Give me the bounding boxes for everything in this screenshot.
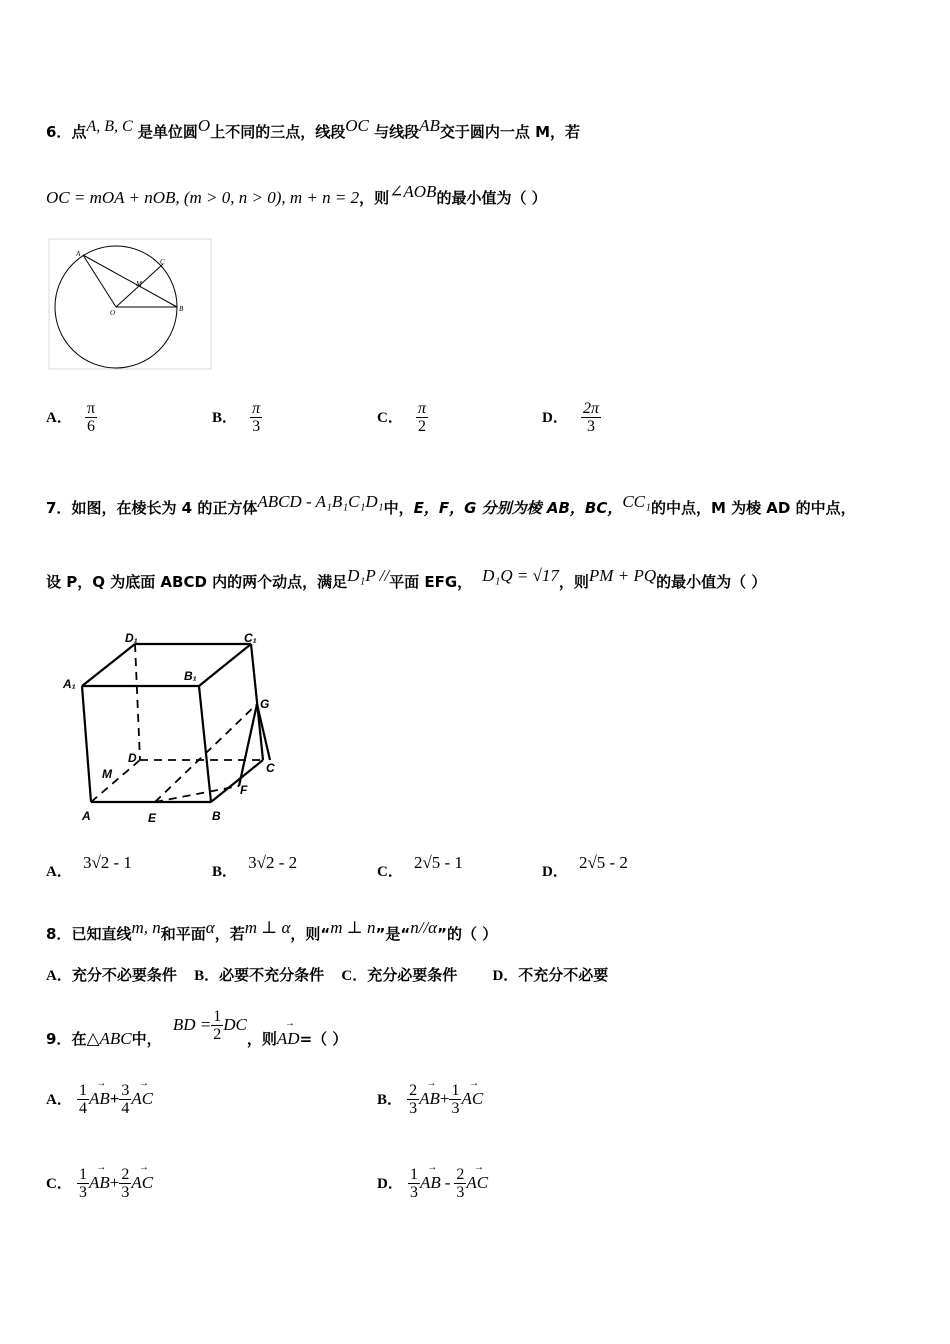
- q8-text: ”是“: [375, 925, 411, 943]
- vector: → AB: [420, 1173, 441, 1193]
- option-expression: 2√5 - 2: [578, 853, 628, 872]
- fraction-numerator: π: [252, 400, 261, 417]
- q7-label-B1: B₁: [184, 669, 197, 683]
- q7-label-F: F: [240, 783, 248, 797]
- q7-label-A: A: [82, 809, 91, 823]
- q8-option-a[interactable]: [46, 966, 177, 984]
- q8-text: ，若: [214, 925, 245, 943]
- q9-lhs: BD =: [172, 1015, 212, 1034]
- q7-text: 的最小值为（ ）: [656, 573, 767, 591]
- vector: → AB: [89, 1089, 110, 1109]
- q9-option-c[interactable]: [46, 1166, 153, 1201]
- q6-point-A: A: [76, 250, 81, 258]
- operator: +: [109, 1173, 120, 1192]
- q7-text: ，则: [558, 573, 589, 591]
- q7-text: 设 P，Q 为底面 ABCD 内的两个动点，满足: [46, 573, 348, 591]
- option-label: C．: [377, 864, 403, 880]
- option-label: B．: [377, 1092, 403, 1108]
- q6-math: OC: [345, 116, 369, 135]
- q6-text: ，则: [359, 189, 390, 207]
- q6-math: ∠AOB: [389, 182, 437, 201]
- q8-option-d[interactable]: [492, 966, 608, 984]
- q6-text: 上不同的三点，线段: [210, 123, 346, 141]
- fraction-numerator: π: [417, 400, 426, 417]
- option-fraction: [85, 400, 97, 435]
- q7-label-A1: A₁: [63, 677, 76, 691]
- fraction-numerator: 1: [78, 1166, 87, 1183]
- q6-option-d[interactable]: [542, 400, 601, 435]
- q7-math: PM + PQ: [588, 566, 657, 585]
- option-label: C．: [46, 1176, 72, 1192]
- q6-option-b[interactable]: [212, 400, 262, 435]
- q8-math: m ⊥ n: [330, 918, 376, 937]
- option-label: D．: [492, 968, 519, 984]
- fraction-denominator: 3: [409, 1100, 418, 1117]
- option-label: B．: [212, 410, 238, 426]
- option-label: B．: [194, 968, 220, 984]
- q7-option-d[interactable]: [542, 852, 628, 880]
- q6-text: 的最小值为（ ）: [436, 189, 547, 207]
- q9-option-a[interactable]: [46, 1082, 153, 1117]
- fraction-denominator: 3: [121, 1184, 130, 1201]
- q7-label-B: B: [212, 809, 221, 823]
- q6-text: 与线段: [374, 123, 420, 141]
- vector: → AC: [131, 1173, 153, 1193]
- q6-text: 交于圆内一点 M，若: [439, 123, 581, 141]
- q9-option-b[interactable]: [377, 1082, 483, 1117]
- q6-point-C: C: [160, 258, 165, 266]
- fraction-denominator: 3: [252, 418, 261, 435]
- fraction-denominator: 3: [78, 1184, 87, 1201]
- q6-text: 点: [71, 123, 87, 141]
- q6-point-B: B: [179, 305, 184, 313]
- q7-label-D1: D₁: [125, 631, 138, 645]
- fraction-numerator: 1: [213, 1008, 222, 1025]
- vector: → AC: [131, 1089, 153, 1109]
- q7-label-E: E: [148, 811, 157, 825]
- q7-label-C: C: [266, 761, 275, 775]
- vector: → AB: [419, 1089, 440, 1109]
- fraction-numerator: 2: [456, 1166, 465, 1183]
- q7-text: 平面 EFG，: [389, 573, 473, 591]
- vector: → AC: [461, 1089, 483, 1109]
- q9-half: [211, 1008, 223, 1043]
- q7-text: 的中点，M 为棱 AD 的中点，: [650, 499, 856, 517]
- q9-text: 中，: [131, 1030, 162, 1048]
- q6-point-M: M: [136, 280, 142, 288]
- q9-rhs: DC: [223, 1015, 247, 1034]
- operator: -: [444, 1173, 451, 1192]
- option-text: 充分不必要条件: [71, 966, 177, 984]
- option-expression: 3√2 - 1: [82, 853, 132, 872]
- q9-math: △ABC: [86, 1029, 132, 1048]
- fraction-numerator: 2: [121, 1166, 130, 1183]
- q6-math: O: [197, 116, 211, 135]
- q8-math: m, n: [131, 918, 161, 937]
- q7-cube-figure: [58, 626, 288, 828]
- option-text: 充分必要条件: [367, 966, 458, 984]
- fraction-numerator: 1: [451, 1082, 460, 1099]
- q8-line1: [46, 918, 497, 944]
- q7-line2: [46, 566, 766, 592]
- option-expression: 2√5 - 1: [413, 853, 463, 872]
- option-fraction: [416, 400, 428, 435]
- option-fraction: [581, 400, 601, 435]
- q8-math: α: [205, 918, 215, 937]
- option-fraction: [250, 400, 262, 435]
- q7-label-D: D: [128, 751, 137, 765]
- q6-text: 是单位圆: [137, 123, 198, 141]
- q6-equation: OC = mOA + nOB, (m > 0, n > 0), m + n = 2: [46, 188, 360, 207]
- fraction-denominator: 2: [213, 1026, 222, 1043]
- option-fraction: [119, 1166, 131, 1201]
- option-fraction: [454, 1166, 466, 1201]
- q7-number: 7．: [46, 499, 72, 517]
- fraction-denominator: 3: [409, 1184, 418, 1201]
- q6-number: 6．: [46, 123, 72, 141]
- fraction-numerator: π: [86, 400, 96, 417]
- option-label: A．: [46, 968, 72, 984]
- option-label: D．: [542, 864, 568, 880]
- q8-options: [46, 964, 608, 985]
- operator: +: [109, 1089, 120, 1108]
- q7-label-M: M: [102, 767, 112, 781]
- option-fraction: [77, 1166, 89, 1201]
- option-text: 不充分不必要: [518, 966, 609, 984]
- q7-math: CC₁: [622, 492, 651, 511]
- q8-number: 8．: [46, 925, 72, 943]
- q7-text: 如图，在棱长为 4 的正方体: [71, 499, 258, 517]
- q6-line2: [46, 182, 547, 208]
- q6-option-a[interactable]: [46, 400, 97, 435]
- option-label: D．: [377, 1176, 403, 1192]
- fraction-denominator: 3: [456, 1184, 465, 1201]
- q7-math: D₁P //: [347, 566, 390, 585]
- option-fraction: [77, 1082, 89, 1117]
- fraction-numerator: 2π: [582, 400, 599, 417]
- fraction-denominator: 6: [86, 418, 95, 435]
- q7-option-a[interactable]: [46, 852, 132, 880]
- q6-point-O: O: [110, 309, 116, 317]
- q6-math: A, B, C: [86, 118, 133, 135]
- fraction-numerator: 1: [409, 1166, 418, 1183]
- q6-option-c[interactable]: [377, 400, 428, 435]
- option-fraction: [407, 1082, 419, 1117]
- fraction-denominator: 3: [451, 1100, 460, 1117]
- option-label: A．: [46, 1092, 72, 1108]
- q8-text: 和平面: [160, 925, 206, 943]
- q8-text: ，则“: [290, 925, 331, 943]
- option-label: A．: [46, 864, 72, 880]
- q8-math: m ⊥ α: [244, 918, 291, 937]
- q9-line1: [46, 1008, 348, 1048]
- q8-math: n//α: [410, 918, 438, 937]
- q7-option-c[interactable]: [377, 852, 463, 880]
- fraction-numerator: 3: [121, 1082, 130, 1099]
- option-fraction: [408, 1166, 420, 1201]
- q9-text: 在: [71, 1030, 87, 1048]
- q8-text: ”的（ ）: [437, 925, 498, 943]
- q6-line1: [46, 116, 580, 142]
- q7-label-G: G: [260, 697, 270, 711]
- option-label: C．: [377, 410, 403, 426]
- fraction-denominator: 4: [78, 1100, 87, 1117]
- vector: → AC: [466, 1173, 488, 1193]
- q9-text: ，则: [246, 1030, 277, 1048]
- q6-math: AB: [419, 116, 440, 135]
- fraction-numerator: 2: [409, 1082, 418, 1099]
- q6-circle-figure: [48, 238, 216, 372]
- q7-math: D₁Q = √17: [482, 566, 559, 585]
- q9-number: 9．: [46, 1030, 72, 1048]
- fraction-denominator: 4: [121, 1100, 130, 1117]
- option-fraction: [449, 1082, 461, 1117]
- fraction-numerator: 1: [78, 1082, 87, 1099]
- q7-text: 中，: [383, 499, 414, 517]
- q9-option-d[interactable]: [377, 1166, 488, 1201]
- option-fraction: [119, 1082, 131, 1117]
- q7-line1: [46, 492, 856, 518]
- option-text: 必要不充分条件: [219, 966, 325, 984]
- q7-label-C1: C₁: [244, 631, 257, 645]
- option-label: C．: [341, 968, 368, 984]
- option-label: B．: [212, 864, 238, 880]
- q9-text: =（ ）: [299, 1030, 348, 1048]
- fraction-denominator: 3: [586, 418, 595, 435]
- q7-option-b[interactable]: [212, 852, 298, 880]
- option-label: A．: [46, 410, 72, 426]
- q8-option-c[interactable]: [341, 966, 457, 984]
- q9-vector-ad: → AD: [277, 1029, 300, 1049]
- operator: +: [439, 1089, 450, 1108]
- option-expression: 3√2 - 2: [248, 853, 298, 872]
- q7-text: E，F，G 分别为棱 AB，BC，: [413, 499, 623, 517]
- q7-math: ABCD - A₁B₁C₁D₁: [257, 492, 384, 511]
- fraction-denominator: 2: [417, 418, 426, 435]
- q8-option-b[interactable]: [194, 966, 324, 984]
- option-label: D．: [542, 410, 568, 426]
- vector: → AB: [89, 1173, 110, 1193]
- q8-text: 已知直线: [71, 925, 132, 943]
